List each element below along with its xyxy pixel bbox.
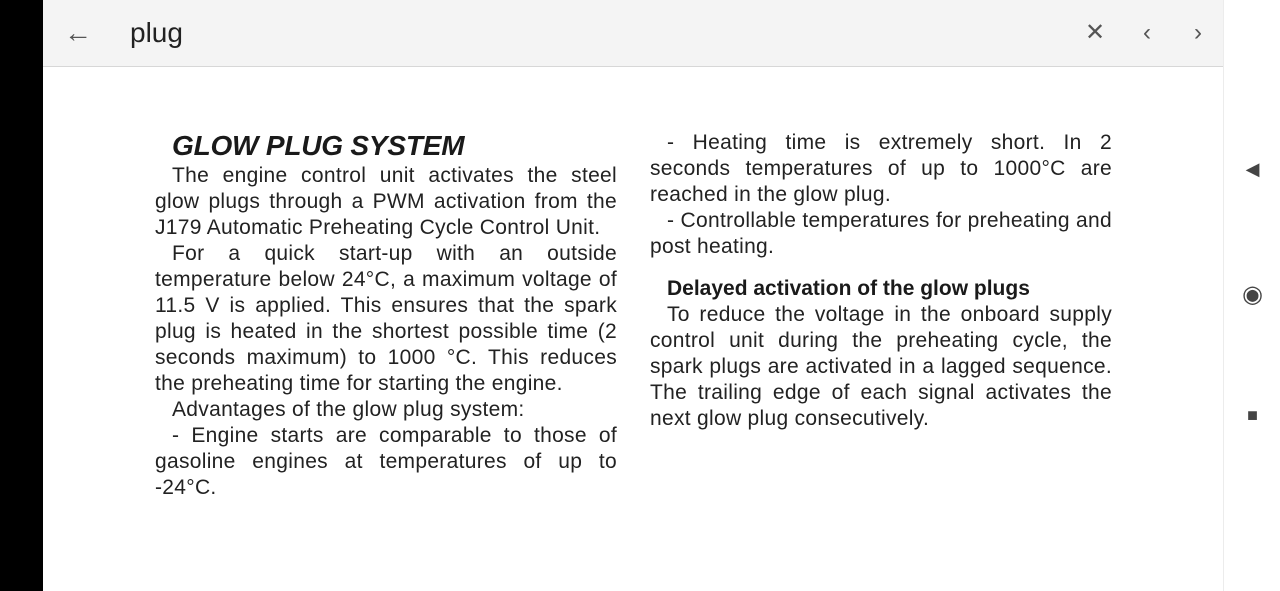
- system-nav-bar: [1223, 0, 1280, 591]
- paragraph: - Controllable temperatures for preheating and post heating.: [650, 209, 1112, 258]
- paragraph: Advantages of the glow plug system:: [172, 398, 525, 421]
- paragraph: - Heating time is extremely short. In 2 seconds temperatures of up to 1000°C are reached in the glow plug.: [650, 131, 1112, 206]
- paragraph: The engine control unit activates the steel glow plugs through a PWM activation from the J179 Automatic Preheating Cycle Control Unit.: [155, 164, 617, 239]
- paragraph: To reduce the voltage in the onboard supply control unit during the preheating cycle, the spark plugs are activated in a lagged sequence. The trailing edge of each signal activates the next glow plug consecutively.: [650, 303, 1112, 430]
- chevron-left-icon[interactable]: ‹: [1143, 19, 1151, 46]
- chevron-right-icon[interactable]: ›: [1194, 19, 1202, 46]
- nav-home-icon[interactable]: ◉: [1242, 281, 1263, 308]
- left-column: [155, 129, 617, 501]
- section-title: GLOW PLUG SYSTEM: [172, 130, 465, 161]
- search-toolbar: [43, 0, 1223, 67]
- close-icon[interactable]: ✕: [1084, 19, 1106, 46]
- search-query[interactable]: plug: [130, 17, 183, 48]
- back-arrow-icon[interactable]: ←: [64, 17, 92, 48]
- subheading: Delayed activation of the glow plugs: [667, 277, 1030, 300]
- nav-recent-apps-icon[interactable]: ■: [1247, 405, 1258, 425]
- paragraph: For a quick start-up with an outside temperature below 24°C, a maximum voltage of 11.5 V is applied. This ensures that the spark plug is heated in the shortest possible time (2 seconds maximum) to 1000 °C. This reduces the preheating time for starting the engine.: [155, 242, 617, 395]
- right-column: [650, 130, 1112, 432]
- document-page: [43, 67, 1223, 591]
- paragraph: - Engine starts are comparable to those of gasoline engines at temperatures of up to -24°C.: [155, 424, 617, 499]
- left-black-strip: [0, 0, 43, 591]
- nav-back-icon[interactable]: ◀: [1245, 159, 1260, 179]
